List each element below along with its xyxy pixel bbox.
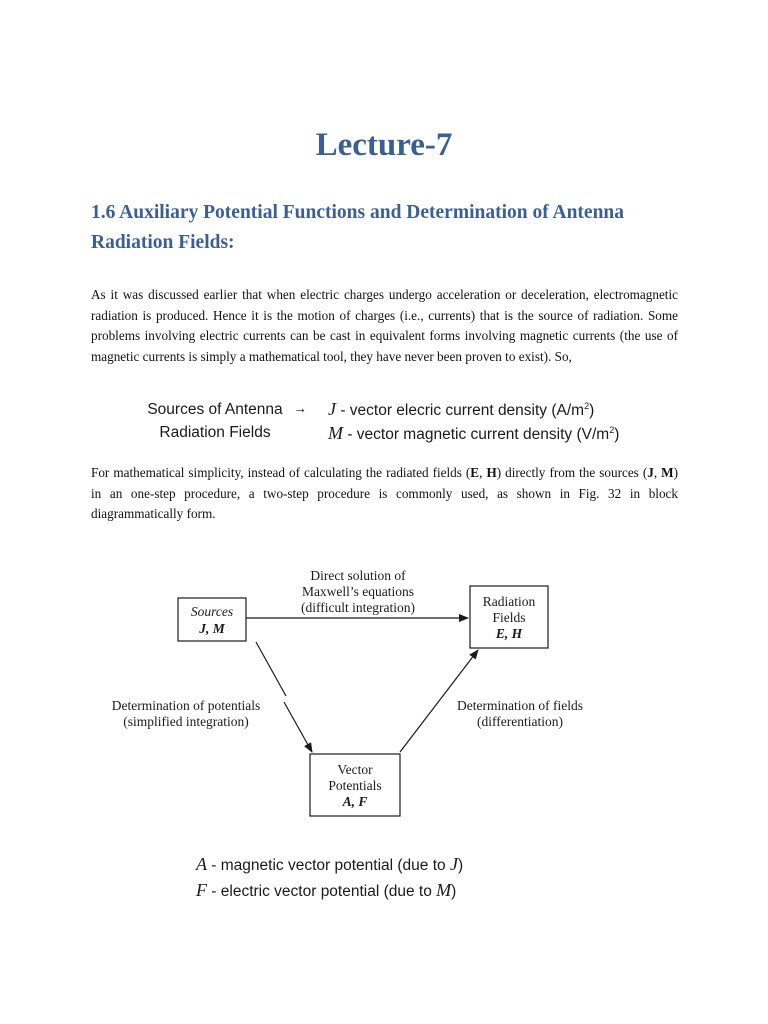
direct-label: [301, 568, 415, 615]
svg-text:(difficult integration): (difficult integration): [300, 600, 416, 615]
left-label: [112, 698, 260, 729]
fields-box-vars: E, H: [495, 626, 523, 641]
legend-f: F - electric vector potential (due to M): [196, 880, 457, 900]
svg-text:(simplified integration): (simplified integration): [123, 714, 249, 729]
intro-paragraph: As it was discussed earlier that when electric charges undergo acceleration or deceleration, electromagnetic radiation is produced. Hence it is the motion of charges (i.e., currents) that is the source of radiation. Some problems involving electric currents can be cast in equivalent forms involving magnetic currents (the use of magnetic currents is simply a mathematical tool, they have never been proven to exist). So,: [91, 287, 678, 364]
sources-definition: [140, 398, 660, 448]
potentials-arrow-tail: [256, 642, 286, 696]
sources-label: Sources of Antenna Radiation Fields: [147, 401, 283, 441]
right-arrow-icon: →: [293, 400, 307, 416]
fields-box-line2: Fields: [492, 610, 526, 625]
potentials-box-line2: Potentials: [328, 778, 382, 793]
potentials-arrow: [284, 702, 312, 752]
potentials-box-vars: A, F: [342, 794, 368, 809]
fields-box: [470, 586, 548, 648]
legend-a: A - magnetic vector potential (due to J): [196, 854, 464, 874]
sources-definitions-list: [328, 398, 619, 446]
potentials-box: [310, 754, 400, 816]
m-definition: M - vector magnetic current density $(V/m^2)$: [328, 423, 620, 443]
procedure-paragraph: For mathematical simplicity, instead of calculating the radiated fields (E, H) directly from the sources (J, M) in an one-step procedure, a two-step procedure is commonly used, as shown in Fig. 32 in block diagrammatically form.: [91, 465, 679, 521]
svg-text:Direct solution of: Direct solution of: [310, 568, 406, 583]
svg-text:(differentiation): (differentiation): [477, 714, 563, 729]
sources-box: [178, 598, 246, 641]
svg-text:Determination of potentials: Determination of potentials: [111, 698, 261, 713]
svg-text:Determination of fields: Determination of fields: [457, 698, 583, 713]
svg-text:Maxwell’s equations: Maxwell’s equations: [301, 584, 415, 599]
sources-box-label: Sources: [190, 604, 234, 619]
right-label: [457, 698, 583, 729]
fields-box-line1: Radiation: [482, 594, 536, 609]
j-definition: J - vector elecric current density $(A/m^2)$: [328, 399, 595, 419]
section-heading: 1.6 Auxiliary Potential Functions and Determination of Antenna Radiation Fields:: [91, 202, 625, 253]
potentials-box-line1: Vector: [337, 762, 373, 777]
block-diagram: [96, 562, 616, 822]
sources-box-vars: J, M: [199, 621, 225, 636]
lecture-title: Lecture-7: [315, 127, 453, 163]
potential-legend: [196, 852, 463, 904]
